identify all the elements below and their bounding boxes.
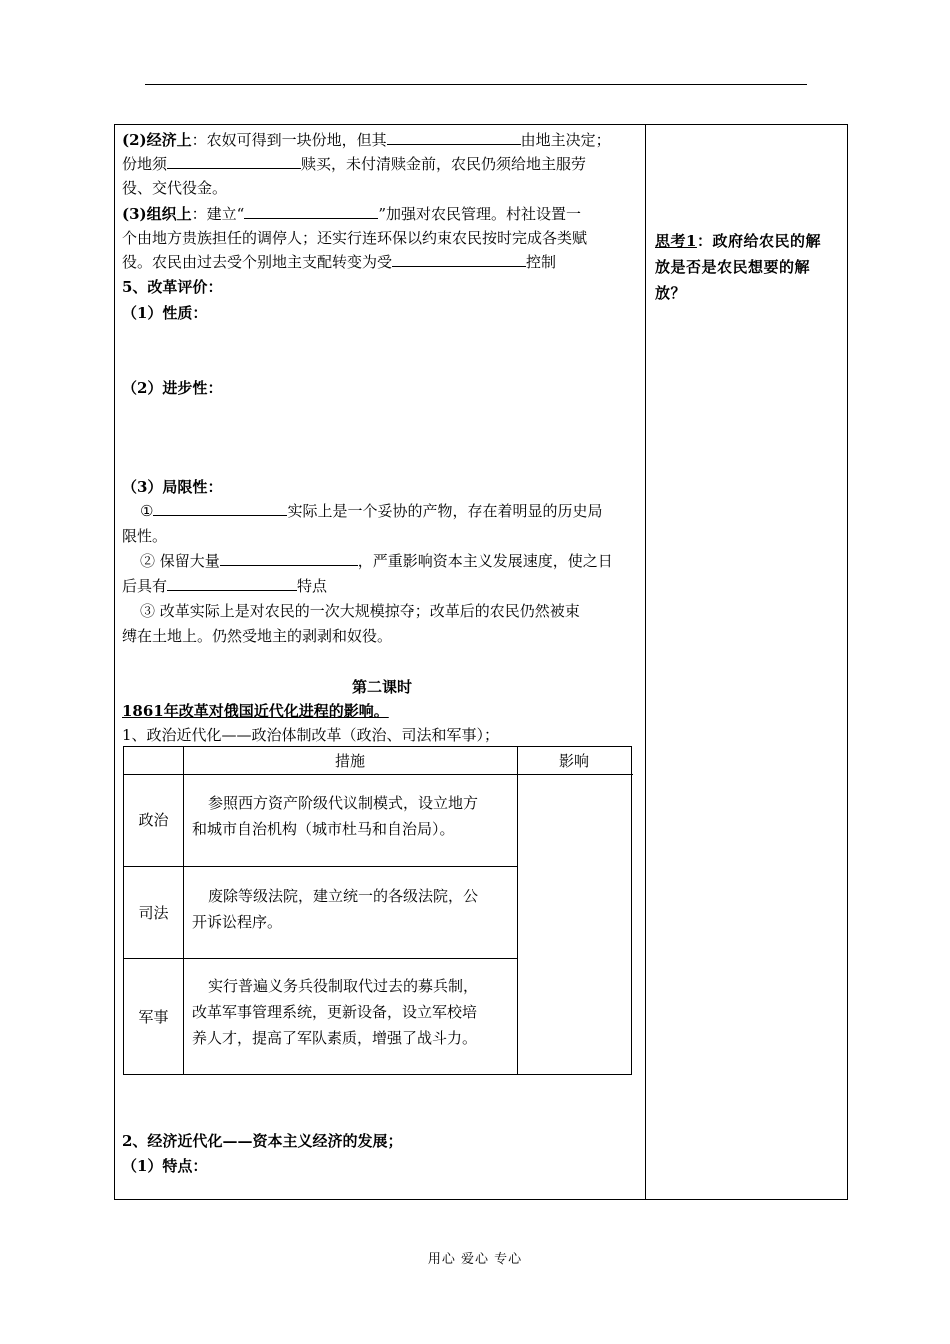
blank-field[interactable]: [244, 204, 378, 219]
reform-impact-heading: 1861年改革对俄国近代化进程的影响。: [122, 702, 389, 720]
organization-line-3: 役。农民由过去受个别地主支配转变为受 控制: [122, 253, 557, 271]
blank-field[interactable]: [167, 154, 301, 169]
measures-column-header: 措施: [334, 752, 365, 770]
economic-line-1: (2)经济上：农奴可得到一块份地，但其 由地主决定；: [122, 131, 611, 149]
politics-measure-line-1: 参照西方资产阶级代议制模式，设立地方: [208, 794, 479, 812]
political-modernization-title: 1、政治近代化——政治体制改革（政治、司法和军事）；: [122, 726, 500, 744]
limitation-1-cont: 限性。: [122, 527, 168, 545]
organization-label: (3)组织上: [122, 205, 192, 223]
header-rule: [145, 84, 807, 85]
characteristics-heading: （1）特点：: [122, 1157, 208, 1175]
military-measure-line-1: 实行普遍义务兵役制取代过去的募兵制，: [208, 977, 479, 995]
blank-field[interactable]: [220, 551, 358, 566]
blank-field[interactable]: [167, 576, 297, 591]
economic-label: (2)经济上: [122, 131, 192, 149]
limitation-2: ② 保留大量 ，严重影响资本主义发展速度，使之日: [140, 552, 613, 570]
judiciary-measure-line-2: 开诉讼程序。: [192, 913, 283, 931]
page-footer: 用心 爱心 专心: [427, 1252, 523, 1267]
limitation-1: ① 实际上是一个妥协的产物，存在着明显的历史局: [140, 502, 603, 520]
judiciary-measure-line-1: 废除等级法院，建立统一的各级法院，公: [208, 887, 479, 905]
limitation-heading: （3）局限性：: [122, 478, 223, 496]
military-measure-line-3: 养人才，提高了军队素质，增强了战斗力。: [192, 1029, 478, 1047]
row-label-politics: 政治: [138, 811, 169, 829]
politics-measure-line-2: 和城市自治机构（城市杜马和自治局）。: [192, 820, 455, 838]
military-measure-line-2: 改革军事管理系统，更新设备，设立军校培: [192, 1003, 478, 1021]
section-5-heading: 5、改革评价：: [122, 278, 223, 296]
limitation-3: ③ 改革实际上是对农民的一次大规模掠夺；改革后的农民仍然被束: [140, 602, 580, 620]
column-divider: [645, 124, 646, 1200]
row-label-military: 军事: [138, 1008, 169, 1026]
organization-line-1: (3)组织上：建立“ ”加强对农民管理。村社设置一: [122, 205, 581, 223]
blank-field[interactable]: [153, 501, 287, 516]
impact-column-header: 影响: [558, 752, 589, 770]
economic-modernization-title: 2、经济近代化——资本主义经济的发展；: [122, 1132, 403, 1150]
progressive-heading: （2）进步性：: [122, 379, 223, 397]
lesson-two-title: 第二课时: [351, 678, 412, 696]
thinking-label: 思考1: [655, 232, 697, 250]
economic-line-3: 役、交代役金。: [122, 179, 228, 197]
limitation-3-cont: 缚在土地上。仍然受地主的剥剥和奴役。: [122, 627, 393, 645]
reform-measures-table: [123, 746, 632, 1075]
blank-field[interactable]: [392, 252, 526, 267]
nature-heading: （1）性质：: [122, 304, 208, 322]
limitation-2-cont: 后具有 特点: [122, 577, 328, 595]
row-label-judiciary: 司法: [138, 904, 169, 922]
economic-line-2: 份地须 赎买，未付清赎金前，农民仍须给地主服劳: [122, 155, 587, 173]
blank-field[interactable]: [387, 130, 521, 145]
thinking-question-1: 思考1：政府给农民的解 放是否是农民想要的解 放？: [655, 232, 821, 302]
organization-line-2: 个由地方贵族担任的调停人；还实行连环保以约束农民按时完成各类赋: [122, 229, 588, 247]
